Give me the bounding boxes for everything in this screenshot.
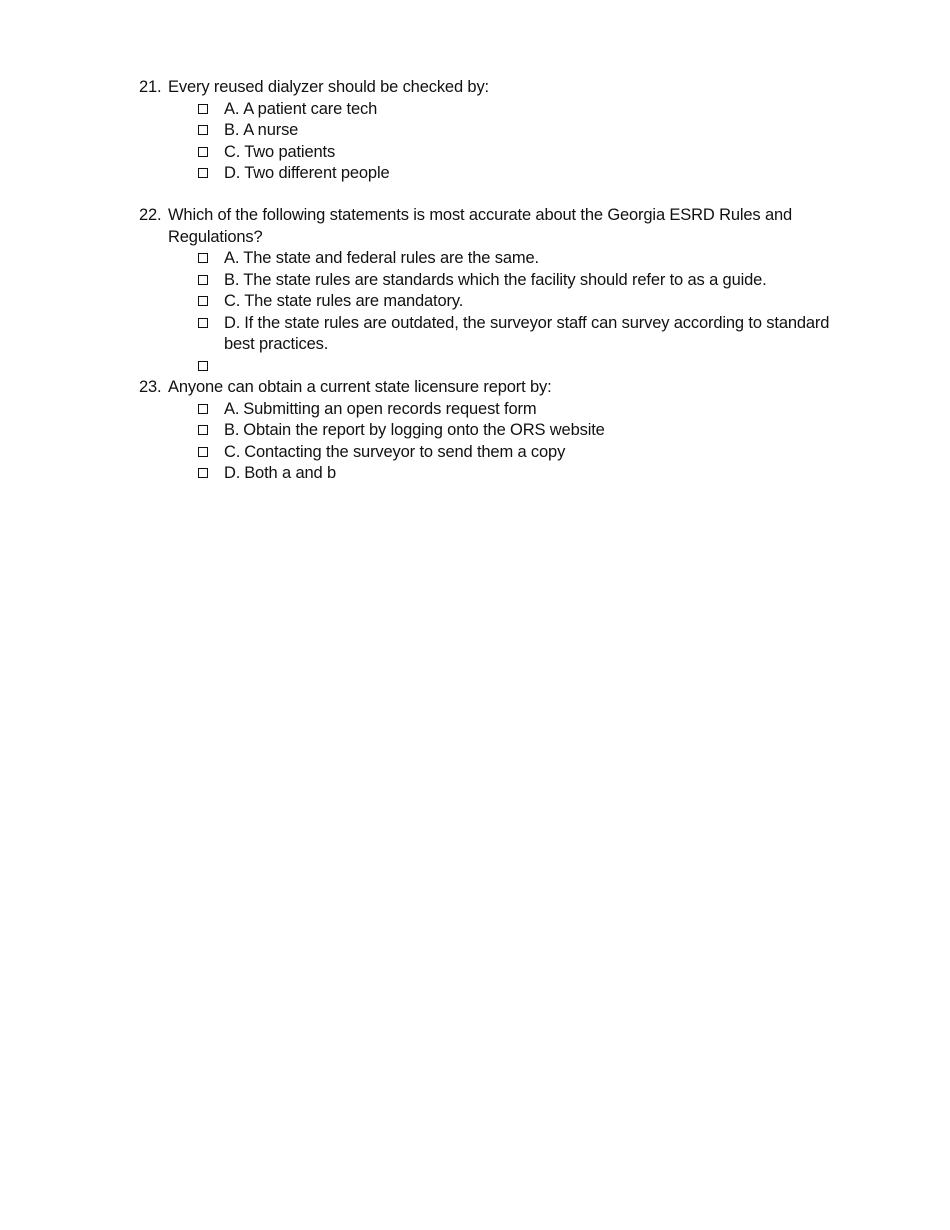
answer-option[interactable] xyxy=(139,442,839,464)
question-number: 22. xyxy=(139,206,162,224)
option-letter: C. xyxy=(224,292,241,310)
checkbox-icon[interactable] xyxy=(198,125,208,135)
checkbox-icon[interactable] xyxy=(198,447,208,457)
option-letter: C. xyxy=(224,142,241,161)
option-letter: D. xyxy=(224,313,241,332)
option-letter: D. xyxy=(224,464,241,482)
checkbox-icon[interactable] xyxy=(198,318,208,328)
option-text: Submitting an open records request form xyxy=(243,399,537,418)
question-text: Every reused dialyzer should be checked by: xyxy=(168,78,489,96)
option-letter: D. xyxy=(224,164,241,182)
answer-option[interactable] xyxy=(139,291,839,313)
option-letter: B. xyxy=(224,421,240,439)
question-stem xyxy=(139,377,839,399)
option-text: If the state rules are outdated, the surveyor staff can survey according to standard best practices. xyxy=(224,313,830,353)
option-text: Both a and b xyxy=(244,464,336,482)
checkbox-icon[interactable] xyxy=(198,147,208,157)
checkbox-icon[interactable] xyxy=(198,468,208,478)
option-text: The state and federal rules are the same. xyxy=(243,249,539,267)
question-text: Anyone can obtain a current state licensure report by: xyxy=(168,378,552,396)
answer-option[interactable] xyxy=(139,420,839,442)
question-23 xyxy=(139,377,839,485)
answer-option-empty[interactable] xyxy=(139,356,839,378)
option-letter: A. xyxy=(224,249,240,267)
answer-options xyxy=(139,99,839,185)
option-text: The state rules are mandatory. xyxy=(244,292,464,310)
checkbox-icon[interactable] xyxy=(198,404,208,414)
question-number: 21. xyxy=(139,78,162,96)
option-letter: B. xyxy=(224,270,240,289)
option-letter: A. xyxy=(224,399,240,418)
question-stem xyxy=(139,205,839,248)
option-text: A patient care tech xyxy=(243,99,378,118)
answer-options xyxy=(139,248,839,377)
answer-option[interactable] xyxy=(139,142,839,164)
question-number: 23. xyxy=(139,378,162,396)
answer-option[interactable] xyxy=(139,99,839,121)
answer-option[interactable] xyxy=(139,313,839,356)
checkbox-icon[interactable] xyxy=(198,425,208,435)
option-text: The state rules are standards which the facility should refer to as a guide. xyxy=(243,270,767,289)
answer-option[interactable] xyxy=(139,248,839,270)
answer-option[interactable] xyxy=(139,399,839,421)
question-stem xyxy=(139,77,839,99)
option-text: A nurse xyxy=(243,121,299,139)
checkbox-icon[interactable] xyxy=(198,275,208,285)
option-letter: C. xyxy=(224,442,241,461)
option-letter: B. xyxy=(224,121,240,139)
answer-option[interactable] xyxy=(139,120,839,142)
answer-option[interactable] xyxy=(139,163,839,185)
answer-option[interactable] xyxy=(139,463,839,485)
option-text: Two different people xyxy=(244,164,390,182)
option-text: Two patients xyxy=(244,142,336,161)
checkbox-icon[interactable] xyxy=(198,253,208,263)
checkbox-icon[interactable] xyxy=(198,168,208,178)
question-text: Which of the following statements is most accurate about the Georgia ESRD Rules and Regulations? xyxy=(168,206,793,246)
option-text: Contacting the surveyor to send them a copy xyxy=(244,442,566,461)
checkbox-icon[interactable] xyxy=(198,296,208,306)
answer-options xyxy=(139,399,839,485)
checkbox-icon[interactable] xyxy=(198,104,208,114)
answer-option[interactable] xyxy=(139,270,839,292)
option-letter: A. xyxy=(224,99,240,118)
question-21 xyxy=(139,77,839,185)
checkbox-icon[interactable] xyxy=(198,361,208,371)
option-text: Obtain the report by logging onto the ORS website xyxy=(243,421,605,439)
question-22 xyxy=(139,205,839,377)
